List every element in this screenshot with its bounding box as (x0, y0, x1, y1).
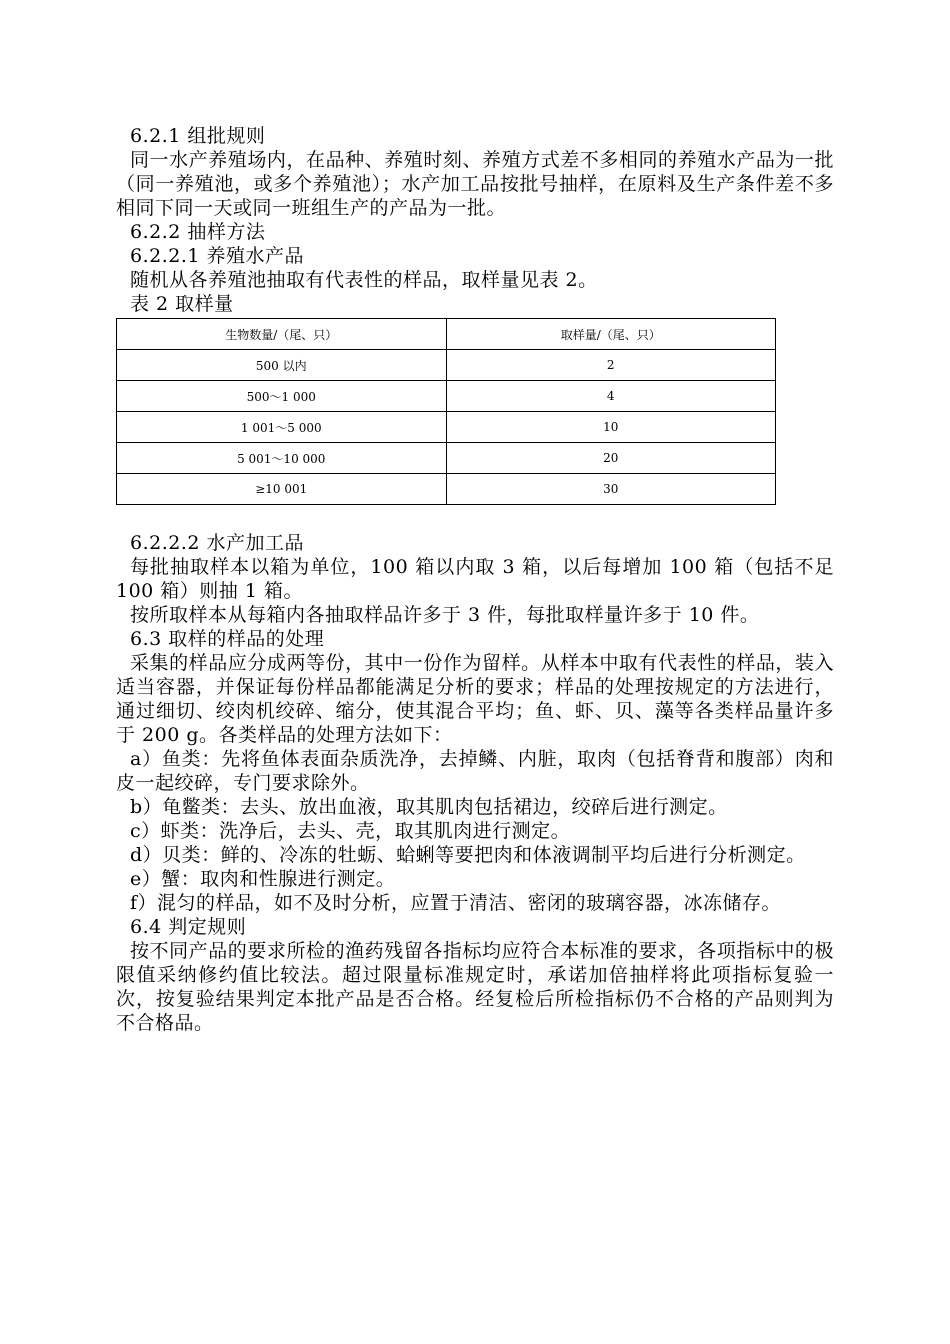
section-6-3-title: 6.3 取样的样品的处理 (130, 628, 325, 650)
table-cell: 500 以内 (117, 350, 447, 381)
list-item-d: d）贝类：鲜的、冷冻的牡蛎、蛤蜊等要把肉和体液调制平均后进行分析测定。 (130, 844, 806, 866)
table-row (117, 412, 776, 443)
table-caption: 表 2 取样量 (130, 293, 234, 315)
section-6-2-2-1-title: 6.2.2.1 养殖水产品 (130, 245, 305, 267)
table-cell: 4 (446, 381, 776, 412)
list-item-e: e）蟹：取肉和性腺进行测定。 (130, 868, 396, 890)
table-cell: 1 001～5 000 (117, 412, 447, 443)
table-cell: 5 001～10 000 (117, 443, 447, 474)
section-6-4-title: 6.4 判定规则 (130, 916, 247, 938)
table-row (117, 350, 776, 381)
section-6-4-body: 按不同产品的要求所检的渔药残留各指标均应符合本标准的要求，各项指标中的极限值采纳修约值比较法。超过限量标准规定时，承诺加倍抽样将此项指标复验一次，按复验结果判定本批产品是否合格。经复检后所检指标仍不合格的产品则判为不合格品。 (116, 940, 834, 1034)
table-row (117, 443, 776, 474)
section-6-2-2-2-title: 6.2.2.2 水产加工品 (130, 532, 305, 554)
table-cell: 500～1 000 (117, 381, 447, 412)
list-item-c: c）虾类：洗净后，去头、壳，取其肌肉进行测定。 (130, 820, 571, 842)
table-cell: 2 (446, 350, 776, 381)
table-cell: 10 (446, 412, 776, 443)
sampling-table-wrapper (116, 318, 776, 505)
section-6-2-2-title: 6.2.2 抽样方法 (130, 221, 266, 243)
section-6-2-2-2-body-2: 按所取样本从每箱内各抽取样品许多于 3 件，每批取样量许多于 10 件。 (130, 604, 760, 626)
table-header-cell: 生物数量/（尾、只） (117, 319, 447, 350)
table-row (117, 474, 776, 505)
list-item-b: b）龟鳖类：去头、放出血液，取其肌肉包括裙边，绞碎后进行测定。 (130, 796, 728, 818)
section-6-2-2-1-body: 随机从各养殖池抽取有代表性的样品，取样量见表 2。 (130, 269, 598, 291)
section-6-2-2-2-body-1: 每批抽取样本以箱为单位，100 箱以内取 3 箱，以后每增加 100 箱（包括不足 100 箱）则抽 1 箱。 (116, 556, 834, 602)
list-item-a: a）鱼类：先将鱼体表面杂质洗净，去掉鳞、内脏，取肉（包括脊背和腹部）肉和皮一起绞碎，专门要求除外。 (116, 748, 834, 794)
table-cell: 30 (446, 474, 776, 505)
section-6-2-1-body: 同一水产养殖场内，在品种、养殖时刻、养殖方式差不多相同的养殖水产品为一批（同一养殖池，或多个养殖池）；水产加工品按批号抽样，在原料及生产条件差不多相同下同一天或同一班组生产的产品为一批。 (116, 149, 834, 219)
table-row (117, 381, 776, 412)
table-cell: 20 (446, 443, 776, 474)
document-page (116, 124, 834, 1035)
table-header-cell: 取样量/（尾、只） (446, 319, 776, 350)
section-6-2-1-title: 6.2.1 组批规则 (130, 125, 266, 147)
list-item-f: f）混匀的样品，如不及时分析，应置于清洁、密闭的玻璃容器，冰冻储存。 (130, 892, 782, 914)
table-cell: ≥10 001 (117, 474, 447, 505)
section-6-3-body: 采集的样品应分成两等份，其中一份作为留样。从样本中取有代表性的样品，装入适当容器，并保证每份样品都能满足分析的要求；样品的处理按规定的方法进行，通过细切、绞肉机绞碎、缩分，使其混合平均；鱼、虾、贝、藻等各类样品量许多于 200 g。各类样品的处理方法如下： (116, 652, 834, 746)
table-header-row (117, 319, 776, 350)
table-spacer (116, 505, 834, 531)
sampling-table (116, 318, 776, 505)
